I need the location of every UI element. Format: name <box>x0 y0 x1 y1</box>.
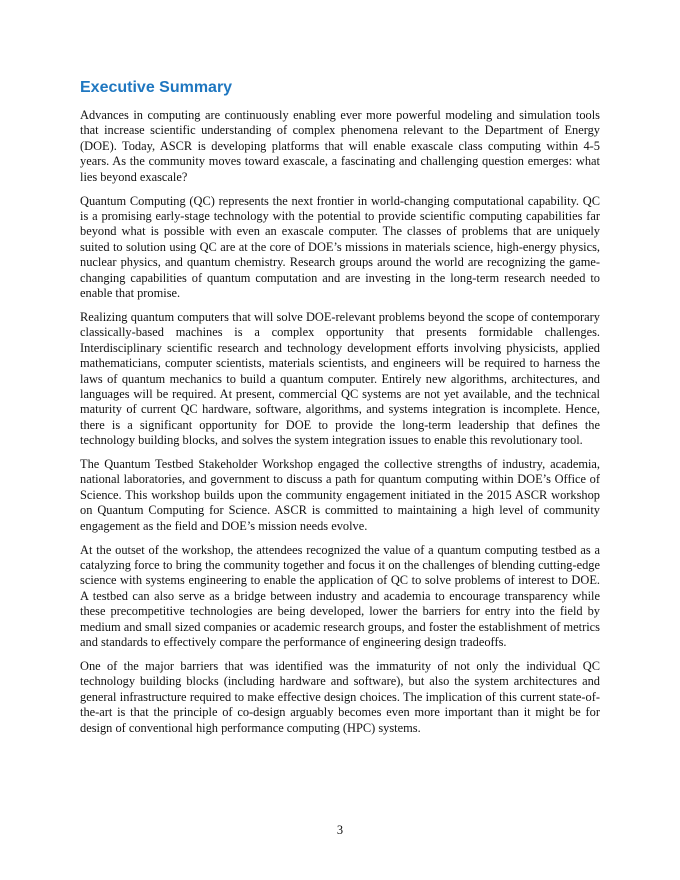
section-heading: Executive Summary <box>80 79 233 96</box>
document-page <box>80 78 600 744</box>
paragraph-barriers: One of the major barriers that was identified was the immaturity of not only the individual QC technology building blocks (including hardware and software), but also the system architectures and general infrastructure required to make effective design choices. The implication of this current state-of-the-art is that the principle of co-design arguably becomes even more important than it might be for design of conventional high performance computing (HPC) systems. <box>80 658 600 735</box>
paragraph-quantum-computing: Quantum Computing (QC) represents the next frontier in world-changing computational capability. QC is a promising early-stage technology with the potential to provide scientific computing capabilities far beyond what is possible with even an exascale computer. The classes of problems that are uniquely suited to solution using QC are at the core of DOE’s missions in materials science, high-energy physics, nuclear physics, and quantum chemistry. Research groups around the world are recognizing the game-changing capabilities of quantum computation and are investing in the long-term research needed to enable that promise. <box>80 193 600 300</box>
page-number: 3 <box>336 823 344 837</box>
paragraph-testbed: At the outset of the workshop, the attendees recognized the value of a quantum computing testbed as a catalyzing force to bring the community together and focus it on the challenges of blending cutting-edge science with systems engineering to enable the application of QC to solve problems of interest to DOE. A testbed can also serve as a bridge between industry and academia to encourage transparency while these precompetitive technologies are being developed, lower the barriers for entry into the field by medium and small sized companies or academic research groups, and foster the establishment of metrics and standards to effectively compare the performance of engineering design tradeoffs. <box>80 542 600 649</box>
paragraph-intro: Advances in computing are continuously enabling ever more powerful modeling and simulation tools that increase scientific understanding of complex phenomena relevant to the Department of Energy (DOE). Today, ASCR is developing platforms that will enable exascale class computing within 4-5 years. As the community moves toward exascale, a fascinating and challenging question emerges: what lies beyond exascale? <box>80 108 600 184</box>
paragraph-realizing-qc: Realizing quantum computers that will solve DOE-relevant problems beyond the scope of contemporary classically-based machines is a complex opportunity that presents formidable challenges. Interdisciplinary scientific research and technology development efforts involving physicists, applied mathematicians, computer scientists, materials scientists, and engineers will be required to harness the laws of quantum mechanics to build a quantum computer. Entirely new algorithms, architectures, and languages will be required. At present, commercial QC systems are not yet available, and the technical maturity of current QC hardware, software, algorithms, and systems integration is incomplete. Hence, there is a significant opportunity for DOE to provide the long-term leadership that defines the technology building blocks, and solves the system integration issues to enable this revolutionary tool. <box>80 309 600 448</box>
paragraph-workshop: The Quantum Testbed Stakeholder Workshop engaged the collective strengths of industry, academia, national laboratories, and government to discuss a path for quantum computing within DOE’s Office of Science. This workshop builds upon the community engagement initiated in the 2015 ASCR workshop on Quantum Computing for Science. ASCR is committed to maintaining a high level of community engagement as the field and DOE’s mission needs evolve. <box>80 457 600 533</box>
